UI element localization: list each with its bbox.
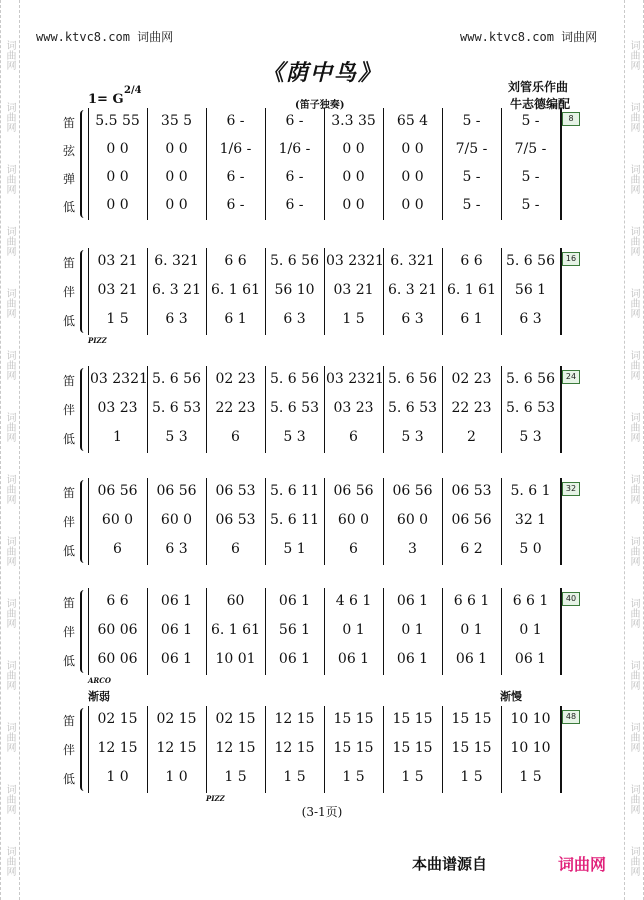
measure-notes: 1 0 [165,769,188,785]
measure-notes: 5. 6 1 [510,483,551,499]
measure-notes: 02 23 [451,371,492,387]
measure-notes: 12 15 [156,740,197,756]
articulation-mark: ARCO [88,676,111,685]
part-label: 低 [62,314,75,328]
page-number: (3-1页) [301,805,343,819]
measure-number-box: 48 [562,710,580,724]
score-system [60,588,580,685]
measure-notes: 60 0 [396,512,429,528]
measure-notes: 15 15 [333,740,374,756]
barline [442,588,443,675]
part-label: 笛 [62,596,75,610]
measure-notes: 15 15 [451,711,492,727]
barline [501,108,502,220]
measure-notes: 02 15 [156,711,197,727]
measure-notes: 5. 6 56 [152,371,201,387]
measure-notes: 35 5 [160,113,193,129]
measure-notes: 5.5 55 [95,113,140,129]
barline [501,248,502,335]
measure-notes: 03 23 [97,400,138,416]
measure-notes: 2 [467,429,476,445]
part-label: 低 [62,772,75,786]
measure-number-box: 40 [562,592,580,606]
measure-notes: 3 [408,541,417,557]
measure-notes: 56 1 [514,282,547,298]
measure-notes: 0 0 [342,169,365,185]
barline [324,248,325,335]
measure-notes: 6 6 [460,253,483,269]
barline [88,706,89,793]
measure-notes: 6. 1 61 [211,282,260,298]
measure-notes: 1 5 [401,769,424,785]
dynamic-marking: 渐慢 [500,690,522,703]
barline [88,248,89,335]
measure-notes: 5. 6 56 [506,371,555,387]
measure-notes: 0 0 [401,169,424,185]
watermark-text: 词曲网 [628,412,639,442]
measure-notes: 10 10 [510,740,551,756]
measure-notes: 6. 321 [390,253,435,269]
measure-notes: 0 1 [460,622,483,638]
measure-notes: 06 56 [333,483,374,499]
measure-notes: 0 0 [401,197,424,213]
watermark-text: 词曲网 [4,164,15,194]
measure-notes: 12 15 [215,740,256,756]
measure-notes: 6 - [285,113,304,129]
watermark-text: 词曲网 [628,40,639,70]
barline [147,478,148,565]
measure-notes: 5 1 [283,541,306,557]
watermark-text: 词曲网 [628,598,639,628]
barline [442,478,443,565]
part-label: 笛 [62,486,75,500]
part-label: 伴 [62,743,75,757]
measure-notes: 3.3 35 [331,113,376,129]
measure-notes: 6 [113,541,122,557]
measure-notes: 06 56 [156,483,197,499]
articulation-mark: PIZZ [88,336,107,345]
part-label: 低 [62,432,75,446]
measure-notes: 5. 6 53 [506,400,555,416]
measure-notes: 5. 6 56 [388,371,437,387]
barline [206,366,207,453]
measure-notes: 03 23 [333,400,374,416]
measure-notes: 03 2321 [90,371,148,387]
measure-notes: 6. 3 21 [388,282,437,298]
measure-notes: 0 0 [106,197,129,213]
measure-notes: 1 5 [342,311,365,327]
articulation-mark: PIZZ [206,794,225,803]
part-label: 笛 [62,374,75,388]
barline [324,108,325,220]
measure-notes: 6 - [285,197,304,213]
measure-notes: 6 6 [224,253,247,269]
measure-notes: 60 06 [97,651,138,667]
measure-notes: 5. 6 53 [388,400,437,416]
measure-notes: 0 0 [342,141,365,157]
measure-notes: 6 - [226,113,245,129]
watermark-text: 词曲网 [4,536,15,566]
measure-notes: 0 1 [342,622,365,638]
watermark-text: 词曲网 [628,102,639,132]
measure-notes: 5. 6 56 [506,253,555,269]
measure-notes: 5 - [521,197,540,213]
measure-notes: 1 5 [224,769,247,785]
barline [324,366,325,453]
measure-notes: 03 21 [97,282,138,298]
measure-notes: 0 0 [342,197,365,213]
measure-notes: 1/6 - [278,141,311,157]
system-brace [80,368,87,451]
measure-notes: 03 2321 [326,371,384,387]
score-system [60,248,580,345]
part-label: 笛 [62,116,75,130]
measure-notes: 22 23 [451,400,492,416]
system-brace [80,590,87,673]
barline [206,108,207,220]
measure-notes: 56 10 [274,282,315,298]
measure-notes: 5. 6 11 [270,483,319,499]
measure-notes: 6 [349,541,358,557]
barline [442,248,443,335]
measure-notes: 06 1 [396,651,429,667]
measure-notes: 0 0 [401,141,424,157]
watermark-text: 词曲网 [628,350,639,380]
score-system [60,478,580,565]
measure-notes: 5 - [521,113,540,129]
part-label: 伴 [62,285,75,299]
barline [501,478,502,565]
watermark-text: 词曲网 [628,722,639,752]
barline [383,706,384,793]
score-system [60,690,580,803]
dynamic-marking: 渐弱 [88,690,110,703]
measure-notes: 6 [349,429,358,445]
barline [265,478,266,565]
measure-notes: 06 1 [455,651,488,667]
measure-notes: 5 3 [401,429,424,445]
barline [265,588,266,675]
measure-notes: 06 1 [337,651,370,667]
measure-notes: 6. 1 61 [447,282,496,298]
barline [147,248,148,335]
measure-notes: 5. 6 53 [152,400,201,416]
measure-notes: 6 [231,541,240,557]
barline [88,366,89,453]
measure-notes: 5 3 [165,429,188,445]
measure-notes: 15 15 [392,740,433,756]
barline [324,588,325,675]
watermark-text: 词曲网 [4,412,15,442]
measure-notes: 06 1 [278,651,311,667]
barline [147,706,148,793]
measure-notes: 6 6 1 [453,593,490,609]
measure-notes: 1 5 [460,769,483,785]
barline [442,108,443,220]
measure-notes: 06 1 [396,593,429,609]
key-signature: 1= G [88,92,124,107]
measure-notes: 12 15 [274,711,315,727]
measure-notes: 0 0 [106,169,129,185]
measure-notes: 0 0 [106,141,129,157]
barline [324,478,325,565]
barline [206,706,207,793]
measure-number-box: 24 [562,370,580,384]
watermark-text: 词曲网 [628,846,639,876]
measure-notes: 0 0 [165,141,188,157]
measure-notes: 5. 6 53 [270,400,319,416]
measure-notes: 5 0 [519,541,542,557]
measure-notes: 0 0 [165,169,188,185]
measure-notes: 6 6 1 [512,593,549,609]
right-watermark-strip [624,0,644,900]
measure-notes: 1 5 [519,769,542,785]
part-label: 笛 [62,714,75,728]
measure-notes: 6 - [285,169,304,185]
watermark-text: 词曲网 [628,164,639,194]
measure-notes: 10 01 [215,651,256,667]
measure-notes: 12 15 [97,740,138,756]
measure-notes: 06 1 [514,651,547,667]
watermark-text: 词曲网 [4,784,15,814]
barline [501,588,502,675]
part-label: 低 [62,654,75,668]
measure-notes: 1 5 [283,769,306,785]
measure-notes: 02 15 [97,711,138,727]
barline [265,366,266,453]
source-text: 本曲谱源自 [412,855,488,873]
header-site-left[interactable]: www.ktvc8.com 词曲网 [36,30,174,44]
watermark-text: 词曲网 [628,288,639,318]
measure-number-box: 8 [562,112,580,126]
watermark-text: 词曲网 [4,474,15,504]
measure-notes: 6 - [226,169,245,185]
watermark-text: 词曲网 [4,40,15,70]
part-label: 低 [62,544,75,558]
measure-notes: 6 3 [165,541,188,557]
barline [383,588,384,675]
measure-notes: 0 0 [165,197,188,213]
watermark-text: 词曲网 [4,722,15,752]
measure-notes: 60 0 [337,512,370,528]
measure-notes: 15 15 [333,711,374,727]
watermark-text: 词曲网 [4,102,15,132]
measure-notes: 1 [113,429,122,445]
header-site-right[interactable]: www.ktvc8.com 词曲网 [460,30,598,44]
measure-notes: 6 - [226,197,245,213]
measure-notes: 7/5 - [455,141,488,157]
measure-notes: 5. 6 11 [270,512,319,528]
barline [324,706,325,793]
arranger-credit: 牛志德编配 [510,97,571,111]
measure-notes: 5 - [462,197,481,213]
watermark-text: 词曲网 [4,288,15,318]
barline [442,706,443,793]
part-label: 伴 [62,403,75,417]
performance-note: (笛子独奏) [295,100,345,111]
part-label: 伴 [62,625,75,639]
measure-notes: 6 2 [460,541,483,557]
system-brace [80,708,87,791]
watermark-text: 词曲网 [628,660,639,690]
barline [88,108,89,220]
measure-notes: 56 1 [278,622,311,638]
time-signature: 2/4 [124,85,142,96]
watermark-text: 词曲网 [628,474,639,504]
measure-notes: 06 1 [160,651,193,667]
measure-notes: 06 56 [451,512,492,528]
part-label: 弹 [62,172,75,186]
measure-notes: 06 56 [392,483,433,499]
system-brace [80,480,87,563]
measure-notes: 15 15 [392,711,433,727]
system-brace [80,250,87,333]
watermark-text: 词曲网 [628,536,639,566]
score-title: 《荫中鸟》 [261,60,382,86]
barline [501,366,502,453]
watermark-text: 词曲网 [4,846,15,876]
measure-notes: 4 6 1 [335,593,372,609]
measure-notes: 5. 6 56 [270,371,319,387]
measure-notes: 0 1 [519,622,542,638]
measure-notes: 60 0 [160,512,193,528]
part-label: 笛 [62,256,75,270]
measure-notes: 06 56 [97,483,138,499]
measure-notes: 06 53 [215,512,256,528]
measure-notes: 15 15 [451,740,492,756]
measure-notes: 1 5 [342,769,365,785]
measure-notes: 22 23 [215,400,256,416]
measure-notes: 60 0 [101,512,134,528]
barline [383,108,384,220]
measure-notes: 02 15 [215,711,256,727]
measure-notes: 03 2321 [326,253,384,269]
measure-notes: 7/5 - [514,141,547,157]
barline [147,588,148,675]
measure-notes: 06 1 [278,593,311,609]
barline [265,108,266,220]
measure-notes: 0 1 [401,622,424,638]
measure-notes: 6 3 [283,311,306,327]
measure-notes: 1 5 [106,311,129,327]
barline [501,706,502,793]
measure-notes: 03 21 [97,253,138,269]
barline [206,248,207,335]
system-brace [80,110,87,218]
part-label: 弦 [62,144,75,158]
watermark-text: 词曲网 [628,784,639,814]
part-label: 低 [62,200,75,214]
watermark-text: 词曲网 [628,226,639,256]
measure-notes: 6 3 [519,311,542,327]
measure-notes: 06 1 [160,593,193,609]
barline [383,478,384,565]
measure-notes: 6 3 [401,311,424,327]
measure-notes: 6. 3 21 [152,282,201,298]
barline [88,588,89,675]
part-label: 伴 [62,515,75,529]
measure-notes: 5 3 [283,429,306,445]
measure-notes: 1/6 - [219,141,252,157]
barline [442,366,443,453]
measure-notes: 10 10 [510,711,551,727]
measure-notes: 06 53 [215,483,256,499]
measure-notes: 65 4 [396,113,429,129]
score-system [60,366,580,453]
watermark-text: 词曲网 [4,660,15,690]
measure-notes: 5. 6 56 [270,253,319,269]
measure-notes: 03 21 [333,282,374,298]
barline [265,248,266,335]
composer-credit: 刘管乐作曲 [508,80,569,94]
barline [206,478,207,565]
score-system [60,108,580,220]
measure-notes: 5 - [462,169,481,185]
left-watermark-strip [0,0,20,900]
measure-notes: 32 1 [514,512,547,528]
measure-notes: 6 [231,429,240,445]
barline [88,478,89,565]
barline [147,108,148,220]
measure-notes: 1 0 [106,769,129,785]
measure-number-box: 16 [562,252,580,266]
measure-notes: 60 06 [97,622,138,638]
measure-notes: 6 1 [224,311,247,327]
measure-notes: 6 1 [460,311,483,327]
site-logo[interactable]: 词曲网 [558,855,607,874]
measure-notes: 06 53 [451,483,492,499]
measure-notes: 6. 321 [154,253,199,269]
measure-number-box: 32 [562,482,580,496]
measure-notes: 5 - [521,169,540,185]
measure-notes: 6. 1 61 [211,622,260,638]
measure-notes: 12 15 [274,740,315,756]
measure-notes: 6 3 [165,311,188,327]
measure-notes: 5 3 [519,429,542,445]
measure-notes: 02 23 [215,371,256,387]
watermark-text: 词曲网 [4,598,15,628]
watermark-text: 词曲网 [4,226,15,256]
watermark-text: 词曲网 [4,350,15,380]
measure-notes: 5 - [462,113,481,129]
measure-notes: 6 6 [106,593,129,609]
measure-notes: 06 1 [160,622,193,638]
measure-notes: 60 [226,593,245,609]
barline [206,588,207,675]
barline [265,706,266,793]
